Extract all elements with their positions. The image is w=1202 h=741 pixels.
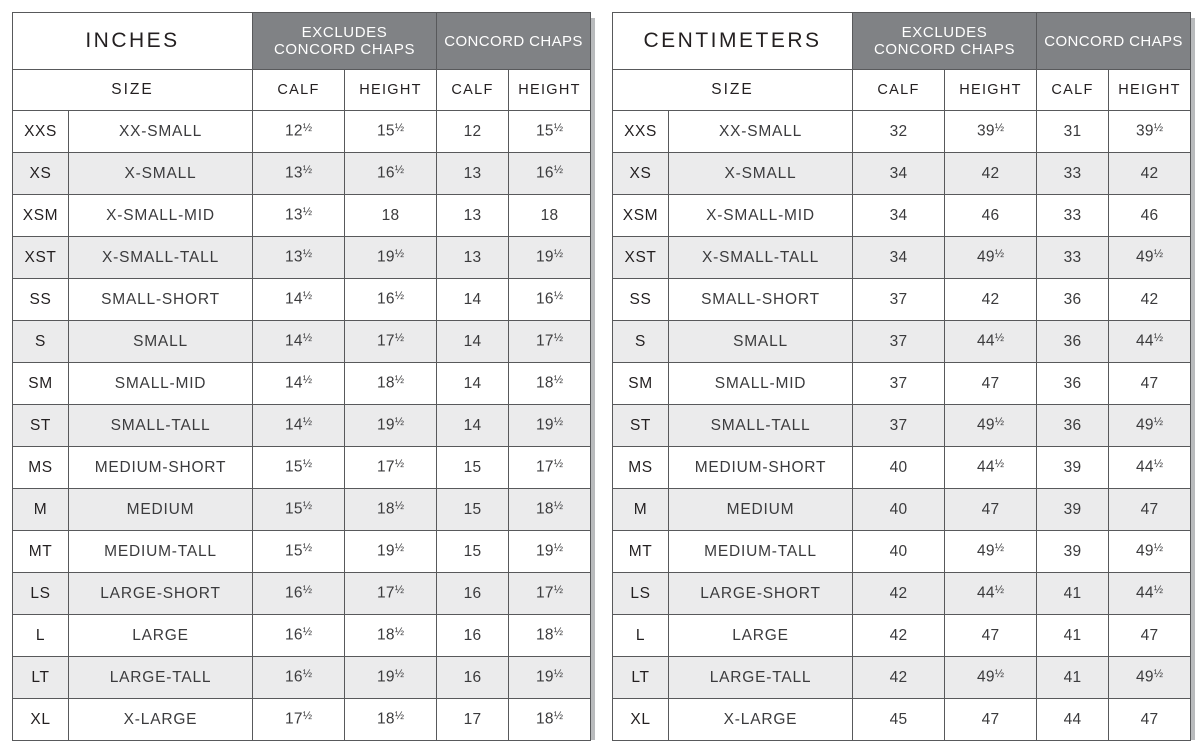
excludes-calf-cell: 45 xyxy=(853,699,945,741)
concord-calf-cell: 15 xyxy=(437,531,509,573)
size-code-cell: XSM xyxy=(613,195,669,237)
concord-height-cell: 47 xyxy=(1109,615,1191,657)
concord-height-cell: $18^{\frac{1}{2}}$ xyxy=(509,699,591,741)
excludes-calf-cell: 40 xyxy=(853,531,945,573)
table-row xyxy=(13,573,591,615)
group-header-excludes xyxy=(853,13,1037,70)
excludes-height-cell: $17^{\frac{1}{2}}$ xyxy=(345,321,437,363)
excludes-height-cell: 42 xyxy=(945,279,1037,321)
table-row xyxy=(13,153,591,195)
concord-height-cell: $49^{\frac{1}{2}}$ xyxy=(1109,237,1191,279)
concord-calf-cell: 41 xyxy=(1037,657,1109,699)
size-name-cell: MEDIUM xyxy=(669,489,853,531)
concord-calf-cell: 16 xyxy=(437,657,509,699)
table-row xyxy=(613,405,1191,447)
table-row xyxy=(13,195,591,237)
excludes-calf-cell: $14^{\frac{1}{2}}$ xyxy=(253,405,345,447)
concord-calf-cell: 16 xyxy=(437,615,509,657)
excludes-height-cell: 46 xyxy=(945,195,1037,237)
table-row xyxy=(13,321,591,363)
concord-calf-cell: 39 xyxy=(1037,447,1109,489)
table-row xyxy=(13,657,591,699)
column-header-excludes-height: HEIGHT xyxy=(345,70,437,111)
concord-calf-cell: 17 xyxy=(437,699,509,741)
size-name-cell: MEDIUM-SHORT xyxy=(669,447,853,489)
concord-calf-cell: 16 xyxy=(437,573,509,615)
size-name-cell: LARGE-TALL xyxy=(69,657,253,699)
concord-height-cell: $16^{\frac{1}{2}}$ xyxy=(509,153,591,195)
table-row xyxy=(13,237,591,279)
table-header-row-columns xyxy=(613,70,1191,111)
table-header-row-units xyxy=(13,13,591,70)
size-code-cell: SS xyxy=(613,279,669,321)
concord-calf-cell: 14 xyxy=(437,279,509,321)
concord-calf-cell: 39 xyxy=(1037,489,1109,531)
table-row xyxy=(613,111,1191,153)
concord-calf-cell: 14 xyxy=(437,405,509,447)
centimeters-table-body xyxy=(613,111,1191,741)
table-row xyxy=(613,615,1191,657)
excludes-height-cell: $17^{\frac{1}{2}}$ xyxy=(345,573,437,615)
excludes-calf-cell: 37 xyxy=(853,321,945,363)
table-row xyxy=(613,321,1191,363)
excludes-height-cell: $49^{\frac{1}{2}}$ xyxy=(945,531,1037,573)
excludes-calf-cell: $13^{\frac{1}{2}}$ xyxy=(253,195,345,237)
size-code-cell: LT xyxy=(13,657,69,699)
size-code-cell: L xyxy=(13,615,69,657)
size-code-cell: MS xyxy=(13,447,69,489)
table-row xyxy=(613,363,1191,405)
excludes-calf-cell: $14^{\frac{1}{2}}$ xyxy=(253,321,345,363)
concord-height-cell: $49^{\frac{1}{2}}$ xyxy=(1109,531,1191,573)
excludes-height-cell: $19^{\frac{1}{2}}$ xyxy=(345,237,437,279)
excludes-height-cell: 47 xyxy=(945,363,1037,405)
size-name-cell: MEDIUM-TALL xyxy=(669,531,853,573)
table-row xyxy=(613,237,1191,279)
concord-calf-cell: 13 xyxy=(437,237,509,279)
excludes-height-cell: $49^{\frac{1}{2}}$ xyxy=(945,405,1037,447)
table-row xyxy=(613,153,1191,195)
size-name-cell: SMALL xyxy=(69,321,253,363)
table-row xyxy=(13,615,591,657)
excludes-height-cell: 18 xyxy=(345,195,437,237)
group-header-excludes xyxy=(253,13,437,70)
group-header-line2: CONCORD CHAPS xyxy=(273,41,416,58)
size-code-cell: SM xyxy=(13,363,69,405)
excludes-height-cell: 47 xyxy=(945,699,1037,741)
table-row xyxy=(13,531,591,573)
table-row xyxy=(13,447,591,489)
column-header-concord-height: HEIGHT xyxy=(509,70,591,111)
size-name-cell: LARGE-SHORT xyxy=(69,573,253,615)
concord-calf-cell: 33 xyxy=(1037,195,1109,237)
concord-calf-cell: 12 xyxy=(437,111,509,153)
excludes-height-cell: $19^{\frac{1}{2}}$ xyxy=(345,531,437,573)
column-header-excludes-calf: CALF xyxy=(853,70,945,111)
size-code-cell: ST xyxy=(13,405,69,447)
excludes-calf-cell: $16^{\frac{1}{2}}$ xyxy=(253,615,345,657)
excludes-calf-cell: $15^{\frac{1}{2}}$ xyxy=(253,531,345,573)
size-name-cell: LARGE xyxy=(669,615,853,657)
size-code-cell: XST xyxy=(13,237,69,279)
concord-calf-cell: 41 xyxy=(1037,573,1109,615)
excludes-calf-cell: $15^{\frac{1}{2}}$ xyxy=(253,489,345,531)
concord-calf-cell: 36 xyxy=(1037,279,1109,321)
size-name-cell: X-SMALL xyxy=(69,153,253,195)
concord-height-cell: $16^{\frac{1}{2}}$ xyxy=(509,279,591,321)
size-name-cell: LARGE-SHORT xyxy=(669,573,853,615)
size-code-cell: XST xyxy=(613,237,669,279)
concord-height-cell: $19^{\frac{1}{2}}$ xyxy=(509,237,591,279)
size-code-cell: XXS xyxy=(13,111,69,153)
size-code-cell: XSM xyxy=(13,195,69,237)
size-code-cell: SS xyxy=(13,279,69,321)
concord-height-cell: $17^{\frac{1}{2}}$ xyxy=(509,321,591,363)
concord-height-cell: $49^{\frac{1}{2}}$ xyxy=(1109,405,1191,447)
table-row xyxy=(613,447,1191,489)
table-row xyxy=(613,699,1191,741)
column-header-excludes-height: HEIGHT xyxy=(945,70,1037,111)
excludes-calf-cell: $12^{\frac{1}{2}}$ xyxy=(253,111,345,153)
excludes-height-cell: $19^{\frac{1}{2}}$ xyxy=(345,657,437,699)
size-code-cell: S xyxy=(13,321,69,363)
size-name-cell: X-SMALL-TALL xyxy=(669,237,853,279)
concord-height-cell: $18^{\frac{1}{2}}$ xyxy=(509,489,591,531)
size-code-cell: ST xyxy=(613,405,669,447)
column-header-size: SIZE xyxy=(13,70,253,111)
excludes-height-cell: $18^{\frac{1}{2}}$ xyxy=(345,363,437,405)
concord-height-cell: 47 xyxy=(1109,699,1191,741)
excludes-height-cell: $15^{\frac{1}{2}}$ xyxy=(345,111,437,153)
concord-height-cell: $18^{\frac{1}{2}}$ xyxy=(509,615,591,657)
inches-table-wrapper xyxy=(12,12,590,734)
size-name-cell: X-SMALL xyxy=(669,153,853,195)
concord-calf-cell: 33 xyxy=(1037,237,1109,279)
excludes-height-cell: $44^{\frac{1}{2}}$ xyxy=(945,573,1037,615)
concord-calf-cell: 14 xyxy=(437,363,509,405)
excludes-calf-cell: $16^{\frac{1}{2}}$ xyxy=(253,657,345,699)
concord-calf-cell: 14 xyxy=(437,321,509,363)
concord-height-cell: 46 xyxy=(1109,195,1191,237)
size-code-cell: XXS xyxy=(613,111,669,153)
excludes-height-cell: $44^{\frac{1}{2}}$ xyxy=(945,321,1037,363)
size-code-cell: SM xyxy=(613,363,669,405)
excludes-calf-cell: $14^{\frac{1}{2}}$ xyxy=(253,279,345,321)
excludes-height-cell: $18^{\frac{1}{2}}$ xyxy=(345,489,437,531)
concord-calf-cell: 15 xyxy=(437,447,509,489)
concord-height-cell: $19^{\frac{1}{2}}$ xyxy=(509,531,591,573)
group-header-line1: EXCLUDES xyxy=(901,24,988,41)
size-name-cell: X-SMALL-MID xyxy=(69,195,253,237)
size-name-cell: SMALL-TALL xyxy=(69,405,253,447)
table-row xyxy=(13,363,591,405)
concord-height-cell: $19^{\frac{1}{2}}$ xyxy=(509,405,591,447)
size-code-cell: XS xyxy=(613,153,669,195)
size-name-cell: XX-SMALL xyxy=(669,111,853,153)
centimeters-size-table xyxy=(612,12,1191,741)
concord-calf-cell: 36 xyxy=(1037,405,1109,447)
size-code-cell: LS xyxy=(13,573,69,615)
concord-height-cell: $49^{\frac{1}{2}}$ xyxy=(1109,657,1191,699)
size-name-cell: SMALL-MID xyxy=(69,363,253,405)
size-name-cell: LARGE xyxy=(69,615,253,657)
inches-size-table xyxy=(12,12,591,741)
excludes-height-cell: 47 xyxy=(945,489,1037,531)
concord-height-cell: 18 xyxy=(509,195,591,237)
concord-height-cell: $44^{\frac{1}{2}}$ xyxy=(1109,447,1191,489)
concord-height-cell: $39^{\frac{1}{2}}$ xyxy=(1109,111,1191,153)
excludes-calf-cell: 32 xyxy=(853,111,945,153)
column-header-excludes-calf: CALF xyxy=(253,70,345,111)
column-header-concord-calf: CALF xyxy=(1037,70,1109,111)
concord-height-cell: 42 xyxy=(1109,153,1191,195)
table-row xyxy=(613,531,1191,573)
concord-calf-cell: 31 xyxy=(1037,111,1109,153)
size-code-cell: MS xyxy=(613,447,669,489)
excludes-height-cell: $17^{\frac{1}{2}}$ xyxy=(345,447,437,489)
table-row xyxy=(613,573,1191,615)
group-header-concord: CONCORD CHAPS xyxy=(437,13,591,70)
excludes-calf-cell: 37 xyxy=(853,405,945,447)
size-code-cell: S xyxy=(613,321,669,363)
table-row xyxy=(13,111,591,153)
concord-height-cell: $18^{\frac{1}{2}}$ xyxy=(509,363,591,405)
table-row xyxy=(613,657,1191,699)
size-name-cell: X-SMALL-TALL xyxy=(69,237,253,279)
size-code-cell: MT xyxy=(613,531,669,573)
size-name-cell: MEDIUM xyxy=(69,489,253,531)
column-header-concord-height: HEIGHT xyxy=(1109,70,1191,111)
concord-height-cell: $15^{\frac{1}{2}}$ xyxy=(509,111,591,153)
inches-table-body xyxy=(13,111,591,741)
concord-height-cell: $44^{\frac{1}{2}}$ xyxy=(1109,321,1191,363)
excludes-calf-cell: $17^{\frac{1}{2}}$ xyxy=(253,699,345,741)
concord-calf-cell: 36 xyxy=(1037,321,1109,363)
size-code-cell: XS xyxy=(13,153,69,195)
size-code-cell: M xyxy=(613,489,669,531)
concord-height-cell: $19^{\frac{1}{2}}$ xyxy=(509,657,591,699)
size-code-cell: XL xyxy=(13,699,69,741)
group-header-concord: CONCORD CHAPS xyxy=(1037,13,1191,70)
excludes-calf-cell: $14^{\frac{1}{2}}$ xyxy=(253,363,345,405)
size-code-cell: XL xyxy=(613,699,669,741)
table-row xyxy=(13,489,591,531)
concord-height-cell: 42 xyxy=(1109,279,1191,321)
excludes-calf-cell: $13^{\frac{1}{2}}$ xyxy=(253,153,345,195)
excludes-height-cell: $16^{\frac{1}{2}}$ xyxy=(345,153,437,195)
concord-height-cell: $44^{\frac{1}{2}}$ xyxy=(1109,573,1191,615)
centimeters-table-wrapper xyxy=(612,12,1190,734)
concord-height-cell: $17^{\frac{1}{2}}$ xyxy=(509,573,591,615)
table-row xyxy=(613,195,1191,237)
excludes-height-cell: $49^{\frac{1}{2}}$ xyxy=(945,657,1037,699)
excludes-calf-cell: 40 xyxy=(853,447,945,489)
excludes-calf-cell: 37 xyxy=(853,279,945,321)
size-code-cell: M xyxy=(13,489,69,531)
concord-calf-cell: 36 xyxy=(1037,363,1109,405)
concord-height-cell: $17^{\frac{1}{2}}$ xyxy=(509,447,591,489)
excludes-height-cell: 42 xyxy=(945,153,1037,195)
table-row xyxy=(613,489,1191,531)
excludes-height-cell: $18^{\frac{1}{2}}$ xyxy=(345,699,437,741)
excludes-calf-cell: 34 xyxy=(853,153,945,195)
size-code-cell: L xyxy=(613,615,669,657)
excludes-calf-cell: 34 xyxy=(853,237,945,279)
excludes-calf-cell: $16^{\frac{1}{2}}$ xyxy=(253,573,345,615)
excludes-height-cell: $44^{\frac{1}{2}}$ xyxy=(945,447,1037,489)
column-header-size: SIZE xyxy=(613,70,853,111)
excludes-height-cell: $39^{\frac{1}{2}}$ xyxy=(945,111,1037,153)
table-header-row-units xyxy=(613,13,1191,70)
size-name-cell: MEDIUM-TALL xyxy=(69,531,253,573)
concord-calf-cell: 13 xyxy=(437,195,509,237)
concord-height-cell: 47 xyxy=(1109,489,1191,531)
excludes-calf-cell: $13^{\frac{1}{2}}$ xyxy=(253,237,345,279)
size-name-cell: XX-SMALL xyxy=(69,111,253,153)
concord-calf-cell: 44 xyxy=(1037,699,1109,741)
excludes-height-cell: $19^{\frac{1}{2}}$ xyxy=(345,405,437,447)
excludes-height-cell: 47 xyxy=(945,615,1037,657)
size-name-cell: SMALL-TALL xyxy=(669,405,853,447)
table-row xyxy=(13,699,591,741)
concord-calf-cell: 33 xyxy=(1037,153,1109,195)
size-code-cell: LT xyxy=(613,657,669,699)
size-code-cell: LS xyxy=(613,573,669,615)
group-header-line1: EXCLUDES xyxy=(301,24,388,41)
unit-header: CENTIMETERS xyxy=(613,13,853,70)
excludes-calf-cell: $15^{\frac{1}{2}}$ xyxy=(253,447,345,489)
size-name-cell: X-LARGE xyxy=(669,699,853,741)
excludes-calf-cell: 42 xyxy=(853,573,945,615)
size-name-cell: LARGE-TALL xyxy=(669,657,853,699)
unit-header: INCHES xyxy=(13,13,253,70)
table-row xyxy=(613,279,1191,321)
size-code-cell: MT xyxy=(13,531,69,573)
table-row xyxy=(13,279,591,321)
table-header-row-columns xyxy=(13,70,591,111)
concord-calf-cell: 39 xyxy=(1037,531,1109,573)
concord-height-cell: 47 xyxy=(1109,363,1191,405)
excludes-height-cell: $18^{\frac{1}{2}}$ xyxy=(345,615,437,657)
concord-calf-cell: 13 xyxy=(437,153,509,195)
size-name-cell: X-SMALL-MID xyxy=(669,195,853,237)
size-name-cell: SMALL-SHORT xyxy=(69,279,253,321)
size-name-cell: SMALL-SHORT xyxy=(669,279,853,321)
concord-calf-cell: 41 xyxy=(1037,615,1109,657)
column-header-concord-calf: CALF xyxy=(437,70,509,111)
excludes-calf-cell: 42 xyxy=(853,615,945,657)
excludes-calf-cell: 40 xyxy=(853,489,945,531)
size-name-cell: X-LARGE xyxy=(69,699,253,741)
excludes-calf-cell: 37 xyxy=(853,363,945,405)
size-name-cell: SMALL-MID xyxy=(669,363,853,405)
concord-calf-cell: 15 xyxy=(437,489,509,531)
excludes-height-cell: $16^{\frac{1}{2}}$ xyxy=(345,279,437,321)
size-name-cell: MEDIUM-SHORT xyxy=(69,447,253,489)
excludes-height-cell: $49^{\frac{1}{2}}$ xyxy=(945,237,1037,279)
excludes-calf-cell: 34 xyxy=(853,195,945,237)
size-name-cell: SMALL xyxy=(669,321,853,363)
excludes-calf-cell: 42 xyxy=(853,657,945,699)
table-row xyxy=(13,405,591,447)
group-header-line2: CONCORD CHAPS xyxy=(873,41,1016,58)
